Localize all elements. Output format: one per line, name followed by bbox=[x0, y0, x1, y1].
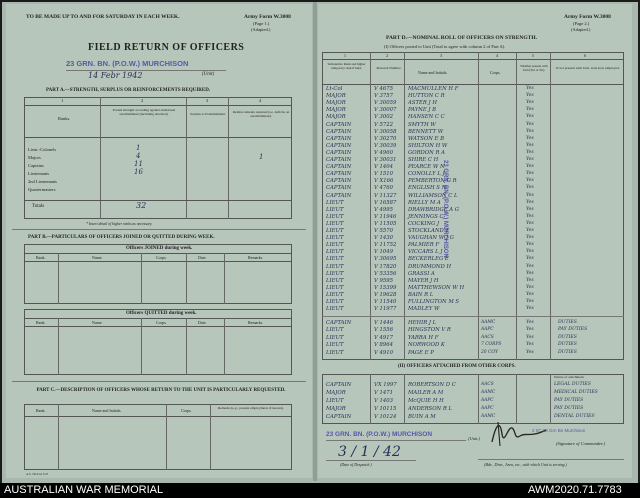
caption-left: AUSTRALIAN WAR MEMORIAL bbox=[4, 484, 164, 496]
roll-present: Yes bbox=[526, 291, 534, 297]
roll-name: BAIN R L bbox=[408, 291, 434, 298]
roll-name: WILLIAMSON C L bbox=[408, 192, 458, 199]
roll-number: V 17820 bbox=[374, 263, 397, 270]
roll-present: Yes bbox=[526, 93, 534, 99]
roll-rank: LIEUT bbox=[326, 291, 344, 298]
section-ii-title: (II) OFFICERS ATTACHED FROM OTHER CORPS. bbox=[398, 364, 516, 369]
roll-number: V 11505 bbox=[374, 220, 397, 227]
roll-present: Yes bbox=[526, 242, 534, 248]
roll-name: MACMULLEN H F bbox=[408, 86, 459, 92]
joined-title: Officers JOINED during week. bbox=[126, 246, 193, 251]
roll-corps: AAMC bbox=[481, 320, 496, 325]
printer-note: A.S. 7m 6/41 3/47 bbox=[26, 472, 49, 476]
roll-rank: LIEUT bbox=[326, 270, 344, 277]
roll-present: Yes bbox=[526, 142, 534, 148]
pb-col: Remarks. bbox=[248, 320, 264, 325]
section-i-title: (I) Officers posted to Unit (Total to agree with column 2 of Part A). bbox=[384, 44, 506, 49]
roll-rank: LIEUT bbox=[326, 256, 344, 263]
col-num: 6 bbox=[584, 53, 586, 58]
col-num: 4 bbox=[496, 53, 498, 58]
attached-corps: AAMC bbox=[481, 390, 496, 395]
roll-number: V 4960 bbox=[374, 149, 393, 156]
roll-number: V 1510 bbox=[374, 171, 393, 178]
attached-rank: CAPTAIN bbox=[326, 382, 352, 388]
roll-rank: LIEUT bbox=[326, 306, 344, 313]
roll-number: V 11327 bbox=[374, 192, 397, 199]
col-num-3: 3 bbox=[206, 98, 209, 103]
unit-label-footer: (Unit.) bbox=[468, 436, 481, 441]
pc-col: Remarks (e.g., present employment, if known). bbox=[217, 406, 285, 410]
unit-stamp: 23 GRN. BN. (P.O.W.) MURCHISON bbox=[66, 59, 189, 68]
roll-name: RIELLY M A bbox=[408, 199, 441, 206]
roll-duty: DUTIES bbox=[558, 320, 577, 325]
col-num: 1 bbox=[344, 53, 346, 58]
roll-rank: LIEUT bbox=[326, 228, 344, 234]
roll-number: V 1430 bbox=[374, 235, 393, 242]
roll-name: VICCARS L J bbox=[408, 249, 443, 256]
roll-number: V 11540 bbox=[374, 299, 397, 305]
roll-number: V 30695 bbox=[374, 256, 397, 263]
form-number: Army Form W.3008 bbox=[564, 14, 611, 20]
roll-number: V 3002 bbox=[374, 114, 393, 121]
col-corps: Corps. bbox=[490, 70, 501, 75]
despatch-label: (Date of Despatch.) bbox=[340, 462, 372, 467]
roll-name: SMYTH W bbox=[408, 121, 436, 128]
roll-rank: CAPTAIN bbox=[326, 320, 352, 326]
roll-name: GORDON R A bbox=[408, 149, 445, 156]
roll-number: V 11946 bbox=[374, 213, 397, 220]
rank-label: Quartermasters bbox=[28, 187, 56, 192]
roll-present: Yes bbox=[526, 128, 534, 134]
attached-number: V 10115 bbox=[374, 406, 397, 412]
roll-rank: LIEUT bbox=[326, 199, 344, 206]
roll-rank: MAJOR bbox=[326, 93, 346, 100]
pb-col: Remarks. bbox=[248, 255, 264, 260]
roll-name: HINGSTON V R bbox=[408, 327, 451, 334]
roll-present: Yes bbox=[526, 86, 534, 91]
roll-name: PALMIER F bbox=[408, 242, 440, 249]
roll-name: PAYNE J B bbox=[408, 107, 437, 114]
part-a-title: PART A.—STRENGTH, SURPLUS OR REINFORCEMENTS REQUIRED. bbox=[46, 88, 211, 93]
roll-rank: CAPTAIN bbox=[326, 171, 352, 178]
roll-name: SHIRE C H bbox=[408, 157, 439, 163]
roll-present: Yes bbox=[526, 206, 534, 212]
roll-name: WATSON E B bbox=[408, 135, 444, 142]
rank-label: Lieutenants bbox=[28, 171, 49, 176]
roll-number: V 30058 bbox=[374, 128, 397, 135]
roll-number: V 1049 bbox=[374, 249, 393, 256]
top-note: TO BE MADE UP TO AND FOR SATURDAY IN EACH WEEK. bbox=[26, 14, 180, 20]
roll-rank: CAPTAIN bbox=[326, 192, 352, 199]
rank-value: 4 bbox=[136, 152, 141, 160]
roll-number: V 1556 bbox=[374, 327, 393, 334]
page-fold bbox=[313, 2, 317, 481]
roll-present: Yes bbox=[526, 213, 534, 219]
attached-corps: AACS bbox=[481, 382, 494, 387]
roll-present: Yes bbox=[526, 235, 534, 241]
roll-rank: LIEUT bbox=[326, 213, 344, 220]
part-d-title: PART D.—NOMINAL ROLL OF OFFICERS ON STRENGTH. bbox=[386, 35, 537, 41]
return-date: 14 Febr 1942 bbox=[88, 71, 143, 80]
roll-present: Yes bbox=[526, 121, 534, 127]
part-c-title: PART C.—DESCRIPTION OF OFFICERS WHOSE RETURN TO THE UNIT IS PARTICULARLY REQUESTED. bbox=[36, 388, 286, 393]
roll-present: Yes bbox=[526, 185, 534, 191]
roll-rank: CAPTAIN bbox=[326, 178, 352, 185]
col-num: 5 bbox=[532, 53, 534, 58]
form-number: Army Form W.3008 bbox=[244, 14, 291, 20]
roll-number: V 4675 bbox=[374, 86, 393, 92]
pb-col: Date. bbox=[198, 255, 207, 260]
roll-rank: MAJOR bbox=[326, 100, 346, 107]
rank-label: Lieut.-Colonels bbox=[28, 147, 57, 152]
roll-present: Yes bbox=[526, 327, 534, 333]
form-page: (Page 2.) bbox=[573, 21, 590, 26]
roll-number: V 3757 bbox=[374, 93, 393, 100]
roll-name: DRAWBRIDGE A G bbox=[408, 206, 460, 213]
col-surplus: Surplus to Establishment. bbox=[190, 112, 226, 116]
roll-number: V 5570 bbox=[374, 228, 393, 234]
signature-label: (Signature of Commander.) bbox=[556, 441, 605, 446]
roll-present: Yes bbox=[526, 135, 534, 141]
roll-name: ENGLISH S N bbox=[408, 185, 447, 192]
roll-rank: LIEUT bbox=[326, 284, 344, 291]
page-title: FIELD RETURN OF OFFICERS bbox=[88, 42, 245, 53]
totals-label: Totals bbox=[32, 204, 45, 209]
roll-name: MAYER J H bbox=[408, 277, 439, 284]
rank-value: 11 bbox=[134, 160, 143, 168]
roll-number: V 53356 bbox=[374, 270, 397, 277]
roll-present: Yes bbox=[526, 149, 534, 155]
roll-rank: CAPTAIN bbox=[326, 135, 352, 142]
roll-name: CONOLLY L J bbox=[408, 171, 445, 178]
attached-name: McQUIE H H bbox=[408, 398, 444, 404]
roll-corps: AACS bbox=[481, 334, 494, 340]
roll-present: Yes bbox=[526, 349, 534, 355]
roll-name: PEMBERTON G R bbox=[408, 178, 457, 185]
roll-name: PAGE E P bbox=[408, 349, 434, 356]
col-name: Name and Initials. bbox=[418, 70, 448, 75]
roll-rank: MAJOR bbox=[326, 107, 346, 114]
roll-number: V 4917 bbox=[374, 334, 393, 341]
pb-col: Date. bbox=[198, 320, 207, 325]
col-posted: Posted strength according against authorised establishment (including attached). bbox=[112, 108, 176, 116]
caption-bar bbox=[0, 483, 640, 498]
roll-name: YARRA H F bbox=[408, 334, 439, 341]
roll-name: HEHIR J L bbox=[408, 320, 437, 326]
caption-right: AWM2020.71.7783 bbox=[528, 484, 622, 496]
roll-present: Yes bbox=[526, 157, 534, 162]
roll-number: V 1446 bbox=[374, 320, 393, 326]
quitted-title: Officers QUITTED during week. bbox=[126, 311, 197, 316]
totals-value: 32 bbox=[136, 201, 147, 210]
pb-col: Corps. bbox=[156, 320, 167, 325]
roll-rank: CAPTAIN bbox=[326, 185, 352, 192]
col-ranks: Ranks. bbox=[58, 116, 71, 121]
roll-rank: LIEUT bbox=[326, 342, 344, 349]
roll-present: Yes bbox=[526, 277, 534, 283]
reinforcement-mark: 1 bbox=[259, 153, 264, 161]
right-page bbox=[318, 4, 632, 478]
part-b-title: PART B.—PARTICULARS OF OFFICERS JOINED OR QUITTED DURING WEEK. bbox=[28, 235, 215, 240]
roll-number: V 30059 bbox=[374, 100, 397, 107]
roll-present: Yes bbox=[526, 107, 534, 113]
roll-present: Yes bbox=[526, 171, 534, 177]
roll-number: V 30270 bbox=[374, 135, 397, 142]
roll-present: Yes bbox=[526, 164, 534, 170]
roll-name: PEARCE W N bbox=[408, 164, 445, 171]
col-whether: Whether present with Unit (Yes or No). bbox=[520, 64, 548, 72]
roll-name: NORWOOD K bbox=[408, 342, 445, 349]
col-num-1: 1 bbox=[61, 98, 64, 103]
roll-rank: LIEUT bbox=[326, 349, 344, 356]
roll-number: V 30031 bbox=[374, 157, 397, 163]
col-nature: Nature of attachment. bbox=[554, 375, 585, 379]
roll-number: V 30007 bbox=[374, 107, 397, 114]
roll-rank: CAPTAIN bbox=[326, 164, 352, 171]
roll-rank: CAPTAIN bbox=[326, 149, 352, 156]
form-adapted: (Adapted.) bbox=[571, 27, 591, 32]
pc-col: Name and Initials. bbox=[92, 408, 122, 413]
rank-label: 2nd Lieutenants bbox=[28, 179, 57, 184]
roll-name: ASTER J H bbox=[408, 100, 437, 107]
attached-rank: MAJOR bbox=[326, 390, 346, 396]
roll-present: Yes bbox=[526, 192, 534, 198]
roll-duty: DUTIES bbox=[558, 334, 577, 340]
roll-rank: LIEUT bbox=[326, 206, 344, 213]
roll-number: V 5722 bbox=[374, 121, 393, 128]
roll-present: Yes bbox=[526, 270, 534, 276]
col-num-2: 2 bbox=[141, 98, 144, 103]
roll-present: Yes bbox=[526, 228, 534, 233]
unit-stamp-footer: 23 GRN. BN. (P.O.W.) MURCHISON bbox=[326, 431, 433, 438]
roll-number: V 30039 bbox=[374, 142, 397, 149]
roll-rank: CAPTAIN bbox=[326, 142, 352, 149]
roll-present: Yes bbox=[526, 256, 534, 262]
roll-rank: CAPTAIN bbox=[326, 121, 352, 128]
roll-number: V 4910 bbox=[374, 349, 393, 356]
roll-present: Yes bbox=[526, 249, 534, 255]
roll-rank: LIEUT bbox=[326, 299, 344, 305]
part-c-table bbox=[24, 404, 292, 470]
roll-name: HANSEN C C bbox=[408, 114, 445, 121]
vertical-unit-stamp: 23 GRN. BN. (P.O.W.) MURCHISON bbox=[442, 160, 448, 258]
roll-rank: Lt-Col bbox=[326, 86, 343, 92]
col-personal-number: Personal Number. bbox=[376, 66, 402, 70]
signature-stamp: 2 I/C 23 Grn Bn Murchison bbox=[532, 428, 586, 433]
col-rank: Substantive Rank and higher temporary rank if held. bbox=[327, 62, 366, 70]
roll-rank: LIEUT bbox=[326, 263, 344, 270]
unit-label: (Unit) bbox=[202, 72, 215, 77]
attached-duty: DENTAL DUTIES bbox=[554, 414, 595, 419]
roll-name: MATTHEWSON W H bbox=[408, 284, 465, 291]
roll-duty: PAY DUTIES bbox=[558, 327, 588, 333]
attached-corps: AAPC bbox=[481, 398, 494, 403]
roll-rank: LIEUT bbox=[326, 242, 344, 249]
pb-col: Rank. bbox=[36, 255, 46, 260]
pc-col: Rank. bbox=[36, 408, 46, 413]
col-num: 2 bbox=[386, 53, 388, 58]
attached-name: ROBERTSON D C bbox=[408, 382, 456, 388]
roll-number: V 15399 bbox=[374, 284, 397, 291]
roll-rank: LIEUT bbox=[326, 220, 344, 227]
left-page bbox=[6, 4, 312, 478]
roll-rank: LIEUT bbox=[326, 277, 344, 284]
roll-present: Yes bbox=[526, 178, 534, 184]
rank-label: Captains bbox=[28, 163, 44, 168]
attached-duty: LEGAL DUTIES bbox=[554, 382, 591, 387]
pb-col: Name. bbox=[92, 255, 103, 260]
roll-rank: LIEUT bbox=[326, 249, 344, 256]
roll-number: V 9595 bbox=[374, 277, 393, 284]
roll-present: Yes bbox=[526, 342, 534, 348]
attached-duty: PAY DUTIES bbox=[554, 406, 584, 411]
roll-corps: AAPC bbox=[481, 327, 494, 333]
rank-value: 16 bbox=[134, 168, 143, 176]
roll-name: VAUGHAN W J G bbox=[408, 235, 454, 242]
roll-present: Yes bbox=[526, 299, 534, 304]
roll-corps: 7 CORPS bbox=[481, 342, 502, 348]
attached-corps: AAMC bbox=[481, 414, 496, 419]
roll-number: V 19628 bbox=[374, 291, 397, 298]
roll-present: Yes bbox=[526, 284, 534, 290]
roll-rank: CAPTAIN bbox=[326, 128, 352, 135]
attached-rank: LIEUT bbox=[326, 398, 344, 404]
roll-present: Yes bbox=[526, 114, 534, 120]
roll-present: Yes bbox=[526, 306, 534, 312]
form-adapted: (Adapted.) bbox=[251, 27, 271, 32]
roll-name: DRUMMOND H bbox=[408, 263, 452, 270]
attached-rank: CAPTAIN bbox=[326, 414, 352, 420]
attached-number: V 1471 bbox=[374, 390, 393, 396]
roll-number: V 16587 bbox=[374, 199, 397, 206]
pb-col: Name. bbox=[92, 320, 103, 325]
roll-name: JENNINGS C bbox=[408, 213, 444, 220]
roll-number: V X166 bbox=[374, 178, 394, 185]
roll-name: STOCKLAND T bbox=[408, 228, 449, 234]
pb-col: Rank. bbox=[36, 320, 46, 325]
pc-col: Corps. bbox=[181, 408, 192, 413]
roll-present: Yes bbox=[526, 334, 534, 340]
attached-name: MAILER A M bbox=[408, 390, 444, 396]
form-page: (Page 1.) bbox=[253, 21, 270, 26]
roll-duty: DUTIES bbox=[558, 342, 577, 348]
commander-signature bbox=[486, 416, 556, 450]
footnote: * Insert detail of higher ranks as necessary. bbox=[86, 222, 153, 226]
attached-number: V 10124 bbox=[374, 414, 397, 420]
attached-number: VX 1997 bbox=[374, 382, 397, 388]
pb-col: Corps. bbox=[156, 255, 167, 260]
roll-rank: CAPTAIN bbox=[326, 157, 352, 163]
roll-duty: DUTIES bbox=[558, 349, 577, 355]
roll-present: Yes bbox=[526, 100, 534, 106]
roll-name: FULLINGTON M S bbox=[408, 299, 460, 305]
roll-name: MADLEY W bbox=[408, 306, 440, 313]
roll-name: COCKING J bbox=[408, 220, 440, 227]
col-if-not: If not present with Unit, state how employed. bbox=[556, 66, 620, 70]
col-reinforcements: Reinforcements required (i.e. deficits on establishment). bbox=[232, 110, 290, 118]
roll-number: V 4760 bbox=[374, 185, 393, 192]
roll-present: Yes bbox=[526, 220, 534, 226]
rank-value: 1 bbox=[136, 144, 141, 152]
attached-rank: MAJOR bbox=[326, 406, 346, 412]
roll-present: Yes bbox=[526, 199, 534, 205]
roll-rank: LIEUT bbox=[326, 235, 344, 242]
roll-number: V 4995 bbox=[374, 206, 393, 213]
attached-number: V 1403 bbox=[374, 398, 393, 404]
roll-number: V 1404 bbox=[374, 164, 393, 171]
roll-name: GRASSI A bbox=[408, 270, 435, 277]
roll-present: Yes bbox=[526, 263, 534, 269]
bde-label: (Bde., Divn., Area, etc., with which Unit is serving.) bbox=[484, 462, 567, 467]
roll-number: V 11977 bbox=[374, 306, 397, 313]
roll-name: BENNETT W bbox=[408, 128, 444, 135]
attached-corps: AAPC bbox=[481, 406, 494, 411]
roll-corps: 20 COY bbox=[481, 349, 498, 355]
attached-name: ANDERSON R L bbox=[408, 406, 453, 412]
roll-rank: LIEUT bbox=[326, 334, 344, 341]
roll-number: V 11752 bbox=[374, 242, 397, 249]
roll-name: SHILTON H W bbox=[408, 142, 448, 149]
col-num-4: 4 bbox=[259, 98, 262, 103]
roll-name: BECKERLEG E bbox=[408, 256, 449, 263]
attached-name: BUIN A M bbox=[408, 414, 436, 420]
roll-name: HUTTON C R bbox=[408, 93, 445, 100]
roll-rank: LIEUT bbox=[326, 327, 344, 334]
col-num: 3 bbox=[440, 53, 442, 58]
despatch-date: 3 / 1 / 42 bbox=[338, 444, 401, 460]
roll-present: Yes bbox=[526, 320, 534, 325]
roll-table bbox=[322, 52, 624, 360]
attached-duty: MEDICAL DUTIES bbox=[554, 390, 598, 395]
rank-label: Majors bbox=[28, 155, 41, 160]
attached-duty: PAY DUTIES bbox=[554, 398, 584, 403]
roll-rank: MAJOR bbox=[326, 114, 346, 121]
roll-number: V 8964 bbox=[374, 342, 393, 349]
